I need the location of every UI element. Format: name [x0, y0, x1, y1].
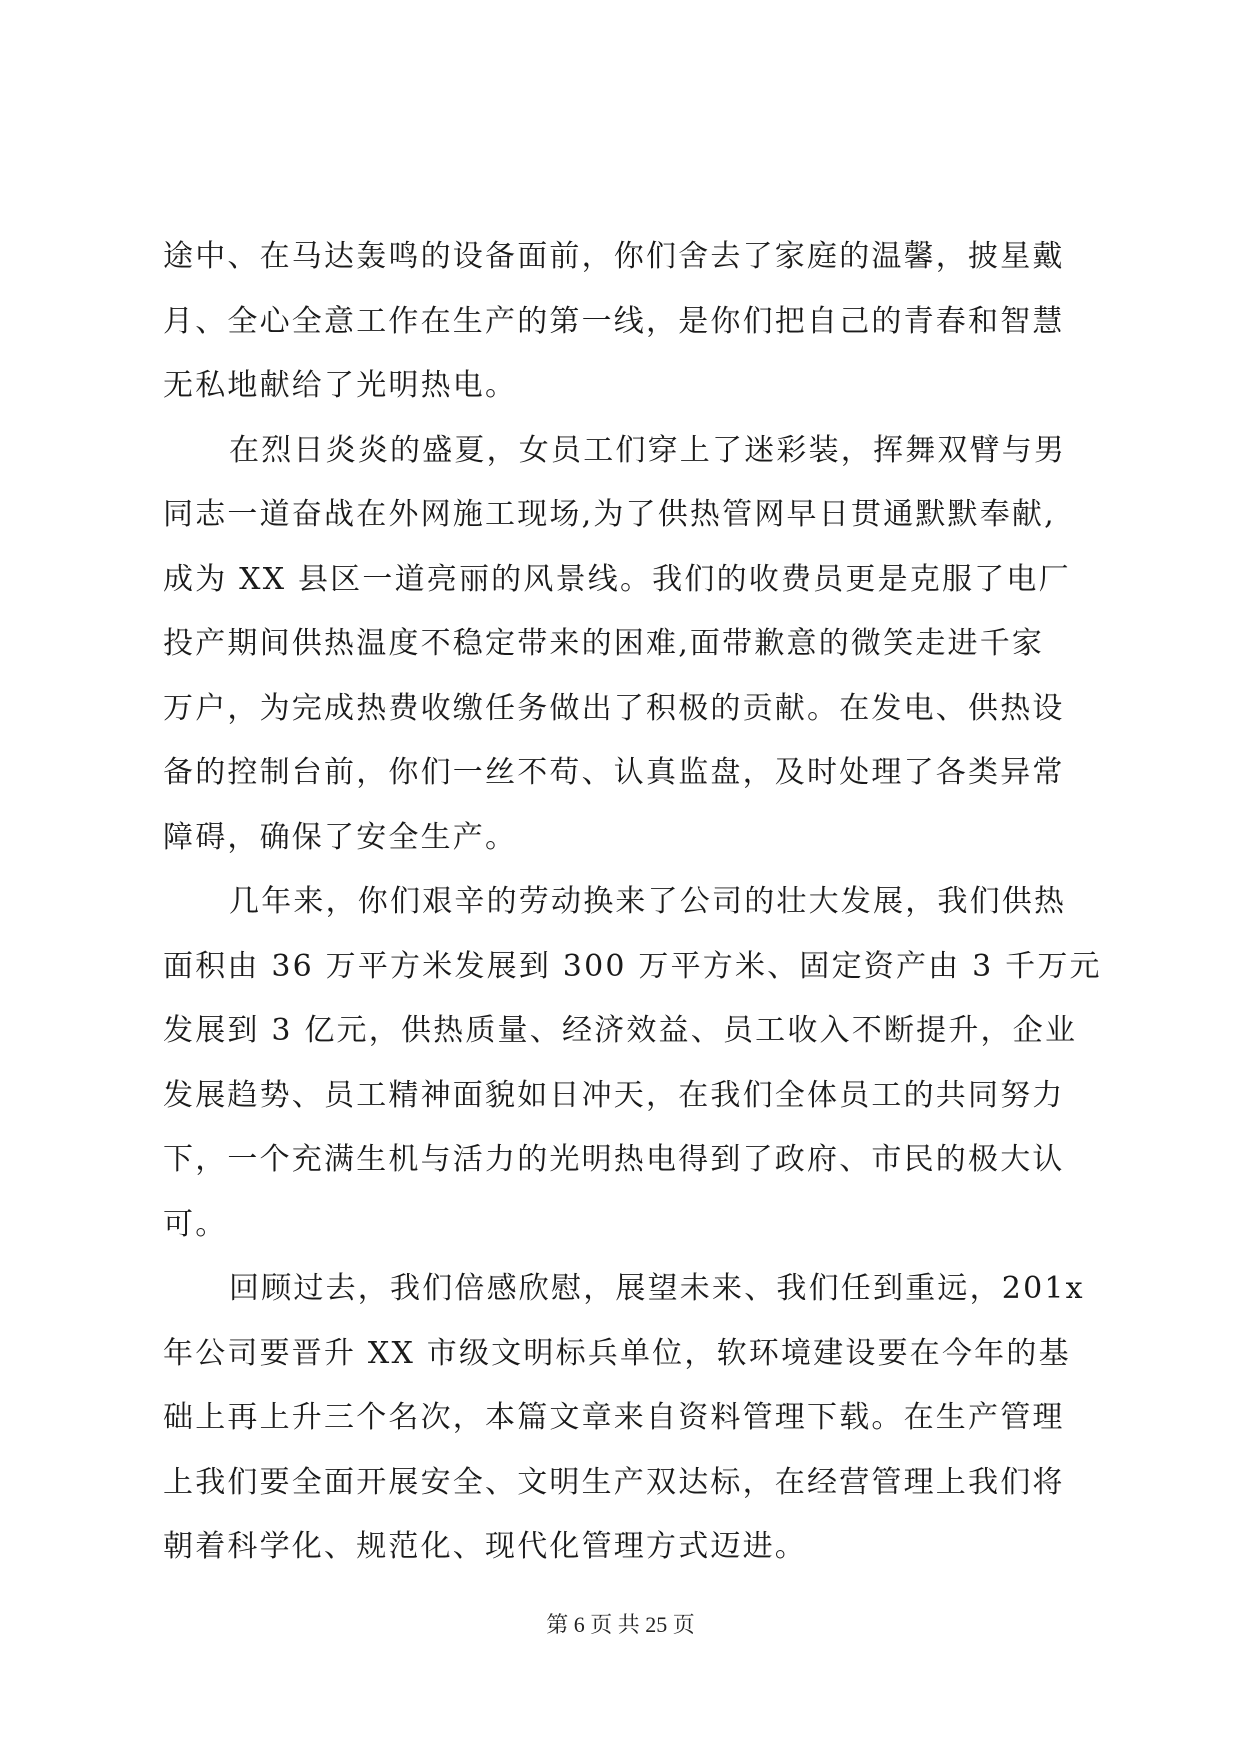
text-line: 发展趋势、员工精神面貌如日冲天，在我们全体员工的共同努力	[163, 1077, 1065, 1113]
page-number-footer: 第 6 页 共 25 页	[546, 1612, 695, 1637]
paragraph-first-line: 回顾过去，我们倍感欣慰，展望未来、我们任到重远，201x	[229, 1271, 1085, 1306]
text-line: 万户，为完成热费收缴任务做出了积极的贡献。在发电、供热设	[163, 690, 1065, 726]
text-line: 上我们要全面开展安全、文明生产双达标，在经营管理上我们将	[163, 1464, 1065, 1500]
text-line: 朝着科学化、规范化、现代化管理方式迈进。	[163, 1529, 807, 1564]
text-line: 发展到 3 亿元，供热质量、经济效益、员工收入不断提升，企业	[163, 1013, 1078, 1048]
text-line: 础上再上升三个名次，本篇文章来自资料管理下载。在生产管理	[163, 1400, 1065, 1435]
text-line: 年公司要晋升 XX 市级文明标兵单位，软环境建设要在今年的基	[163, 1335, 1071, 1371]
document-body	[163, 225, 1102, 1580]
text-line: 面积由 36 万平方米发展到 300 万平方米、固定资产由 3 千万元	[163, 948, 1102, 984]
paragraph-first-line: 在烈日炎炎的盛夏，女员工们穿上了迷彩装，挥舞双臂与男	[229, 432, 1067, 468]
text-line: 障碍，确保了安全生产。	[163, 819, 518, 855]
paragraph-first-line: 几年来，你们艰辛的劳动换来了公司的壮大发展，我们供热	[229, 884, 1067, 919]
text-line: 无私地献给了光明热电。	[163, 368, 518, 403]
text-line: 投产期间供热温度不稳定带来的困难,面带歉意的微笑走进千家	[163, 626, 1045, 661]
text-line: 月、全心全意工作在生产的第一线，是你们把自己的青春和智慧	[163, 303, 1065, 339]
text-line: 途中、在马达轰鸣的设备面前，你们舍去了家庭的温馨，披星戴	[163, 239, 1065, 274]
text-line: 成为 XX 县区一道亮丽的风景线。我们的收费员更是克服了电厂	[163, 561, 1071, 597]
text-line: 下，一个充满生机与活力的光明热电得到了政府、市民的极大认	[163, 1142, 1065, 1177]
text-line: 备的控制台前，你们一丝不苟、认真监盘，及时处理了各类异常	[163, 755, 1065, 790]
text-line: 可。	[163, 1206, 228, 1242]
text-line: 同志一道奋战在外网施工现场,为了供热管网早日贯通默默奉献,	[163, 497, 1056, 532]
